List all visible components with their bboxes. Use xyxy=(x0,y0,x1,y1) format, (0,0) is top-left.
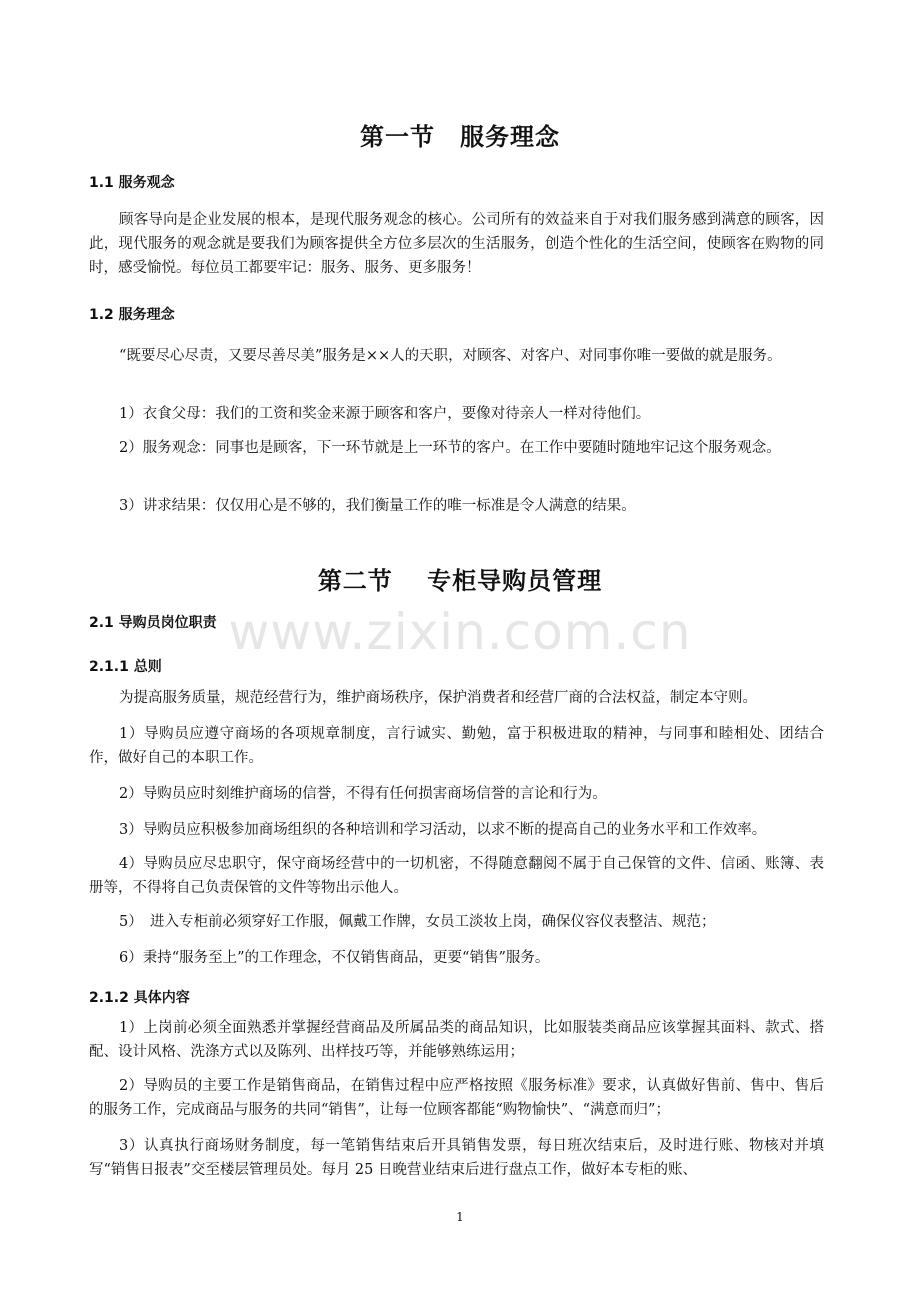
watermark: www.zixin.com.cn xyxy=(228,603,692,661)
section2-sub11-intro: 为提高服务质量，规范经营行为，维护商场秩序，保护消费者和经营厂商的合法权益，制定本守则。 xyxy=(119,690,757,706)
section2-sub1-heading: 2.1 导购员岗位职责 xyxy=(89,615,217,631)
section1-sub2-item-1: 1）衣食父母：我们的工资和奖金来源于顾客和客户，要像对待亲人一样对待他们。 xyxy=(119,406,651,422)
section1-sub2-item-3: 3）讲求结果：仅仅用心是不够的，我们衡量工作的唯一标准是令人满意的结果。 xyxy=(119,498,636,514)
section2-sub11-item-6: 6）秉持“服务至上”的工作理念，不仅销售商品，更要“销售”服务。 xyxy=(119,950,550,966)
section2-title: 第二节 专柜导购员管理 xyxy=(317,567,603,595)
section2-sub12-item-2: 2）导购员的主要工作是销售商品，在销售过程中应严格按照《服务标准》要求，认真做好售前、售中、售后的服务工作，完成商品与服务的共同“销售”，让每一位顾客都能“购物愉快”、“满意而归”； xyxy=(89,1078,824,1118)
section1-sub1-heading: 1.1 服务观念 xyxy=(89,175,175,191)
section2-sub12-heading: 2.1.2 具体内容 xyxy=(89,990,190,1006)
section1-sub2-intro: “既要尽心尽责，又要尽善尽美”服务是××人的天职，对顾客、对客户、对同事你唯一要做的就是服务。 xyxy=(119,348,782,364)
section2-sub11-item-5: 5） 进入专柜前必须穿好工作服，佩戴工作牌，女员工淡妆上岗，确保仪容仪表整洁、规范； xyxy=(119,914,716,930)
section1-title: 第一节 服务理念 xyxy=(360,123,560,151)
section2-sub12-item-3: 3）认真执行商场财务制度，每一笔销售结束后开具销售发票，每日班次结束后，及时进行账、物核对并填写“销售日报表”交至楼层管理员处。每月 25 日晚营业结束后进行盘点工作，做好本专柜的账、 xyxy=(89,1138,824,1178)
section2-sub11-item-4: 4）导购员应尽忠职守，保守商场经营中的一切机密，不得随意翻阅不属于自己保管的文件、信函、账簿、表册等，不得将自己负责保管的文件等物出示他人。 xyxy=(89,856,824,896)
section1-sub1-paragraph: 顾客导向是企业发展的根本，是现代服务观念的核心。公司所有的效益来自于对我们服务感到满意的顾客，因此，现代服务的观念就是要我们为顾客提供全方位多层次的生活服务，创造个性化的生活空间，使顾客在购物的同时，感受愉悦。每位员工都要牢记：服务、服务、更多服务！ xyxy=(89,212,824,276)
section2-sub12-item-1: 1）上岗前必须全面熟悉并掌握经营商品及所属品类的商品知识，比如服装类商品应该掌握其面料、款式、搭配、设计风格、洗涤方式以及陈列、出样技巧等，并能够熟练运用； xyxy=(89,1020,824,1060)
section2-sub11-heading: 2.1.1 总则 xyxy=(89,659,162,675)
section2-sub11-item-1: 1）导购员应遵守商场的各项规章制度，言行诚实、勤勉，富于积极进取的精神，与同事和睦相处、团结合作，做好自己的本职工作。 xyxy=(89,726,824,766)
section1-sub2-item-2: 2）服务观念：同事也是顾客，下一环节就是上一环节的客户。在工作中要随时随地牢记这个服务观念。 xyxy=(119,440,781,456)
section1-sub2-heading: 1.2 服务理念 xyxy=(89,307,175,323)
section2-sub11-item-2: 2）导购员应时刻维护商场的信誉，不得有任何损害商场信誉的言论和行为。 xyxy=(119,786,607,802)
page-number: 1 xyxy=(456,1210,464,1224)
section2-sub11-item-3: 3）导购员应积极参加商场组织的各种培训和学习活动，以求不断的提高自己的业务水平和工作效率。 xyxy=(119,822,767,838)
